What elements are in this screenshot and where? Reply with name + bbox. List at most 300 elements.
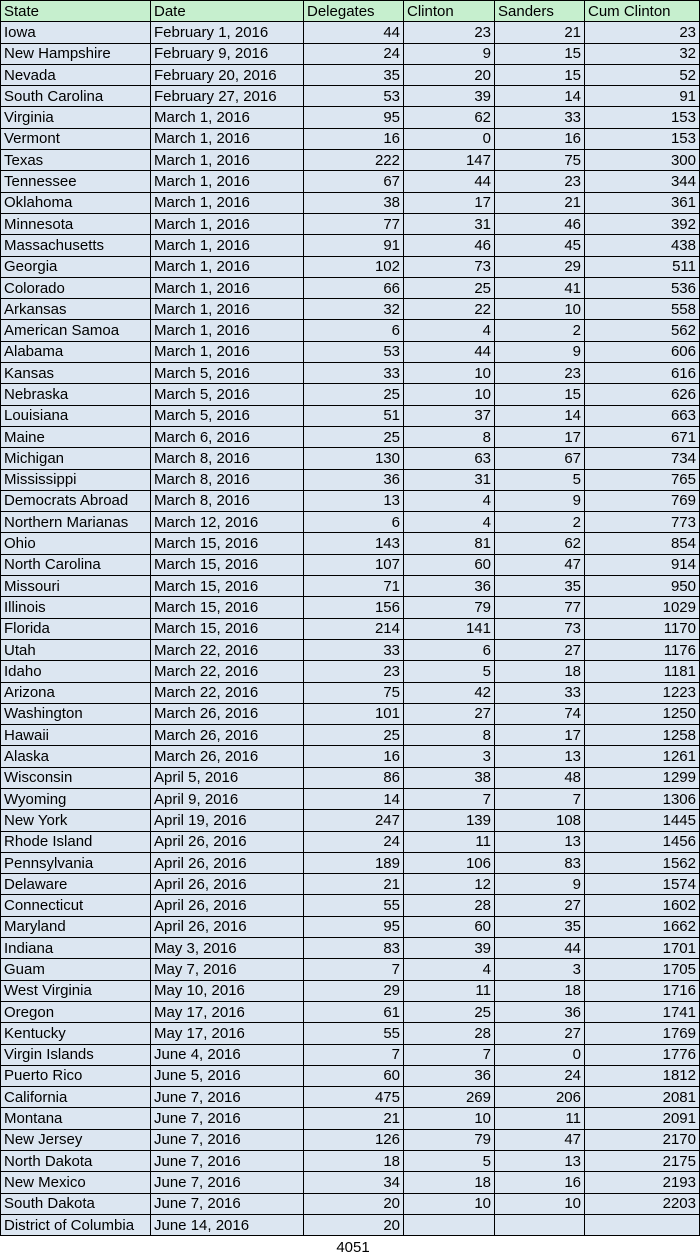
cell-delegates[interactable]: 33 [304, 363, 404, 384]
cell-cum-clinton[interactable]: 1445 [585, 810, 700, 831]
cell-state[interactable]: Alaska [1, 746, 151, 767]
cell-date[interactable]: February 27, 2016 [151, 86, 304, 107]
cell-clinton[interactable]: 4 [404, 490, 495, 511]
cell-date[interactable]: April 26, 2016 [151, 874, 304, 895]
cell-state[interactable]: Oklahoma [1, 192, 151, 213]
cell-clinton[interactable]: 8 [404, 426, 495, 447]
cell-cum-clinton[interactable]: 671 [585, 426, 700, 447]
cell-delegates[interactable]: 25 [304, 426, 404, 447]
cell-clinton[interactable]: 12 [404, 874, 495, 895]
cell-delegates[interactable]: 21 [304, 874, 404, 895]
cell-cum-clinton[interactable]: 438 [585, 235, 700, 256]
cell-delegates[interactable]: 51 [304, 405, 404, 426]
cell-date[interactable]: May 10, 2016 [151, 980, 304, 1001]
cell-delegates[interactable]: 247 [304, 810, 404, 831]
cell-clinton[interactable]: 39 [404, 938, 495, 959]
cell-date[interactable]: March 1, 2016 [151, 213, 304, 234]
cell-date[interactable]: March 5, 2016 [151, 405, 304, 426]
cell-delegates[interactable]: 34 [304, 1172, 404, 1193]
cell-delegates[interactable]: 38 [304, 192, 404, 213]
cell-sanders[interactable]: 10 [495, 299, 585, 320]
cell-clinton[interactable]: 147 [404, 150, 495, 171]
cell-cum-clinton[interactable]: 1306 [585, 788, 700, 809]
cell-date[interactable]: April 5, 2016 [151, 767, 304, 788]
cell-sanders[interactable]: 33 [495, 682, 585, 703]
cell-delegates[interactable]: 222 [304, 150, 404, 171]
cell-sanders[interactable]: 16 [495, 1172, 585, 1193]
cell-clinton[interactable]: 3 [404, 746, 495, 767]
cell-cum-clinton[interactable]: 765 [585, 469, 700, 490]
cell-state[interactable]: Nevada [1, 64, 151, 85]
cell-delegates[interactable]: 14 [304, 788, 404, 809]
cell-clinton[interactable]: 39 [404, 86, 495, 107]
cell-clinton[interactable]: 25 [404, 1001, 495, 1022]
cell-cum-clinton[interactable]: 153 [585, 128, 700, 149]
cell-clinton[interactable]: 8 [404, 725, 495, 746]
cell-clinton[interactable]: 5 [404, 1151, 495, 1172]
cell-delegates[interactable]: 55 [304, 1023, 404, 1044]
cell-cum-clinton[interactable]: 1716 [585, 980, 700, 1001]
cell-sanders[interactable]: 9 [495, 874, 585, 895]
cell-clinton[interactable]: 17 [404, 192, 495, 213]
cell-cum-clinton[interactable]: 1176 [585, 639, 700, 660]
cell-delegates[interactable]: 21 [304, 1108, 404, 1129]
cell-date[interactable]: March 12, 2016 [151, 512, 304, 533]
cell-sanders[interactable]: 73 [495, 618, 585, 639]
cell-date[interactable]: March 22, 2016 [151, 682, 304, 703]
cell-state[interactable]: Georgia [1, 256, 151, 277]
cell-cum-clinton[interactable]: 32 [585, 43, 700, 64]
cell-cum-clinton[interactable]: 1562 [585, 852, 700, 873]
cell-clinton[interactable]: 31 [404, 213, 495, 234]
cell-state[interactable]: Hawaii [1, 725, 151, 746]
cell-state[interactable]: Virginia [1, 107, 151, 128]
cell-sanders[interactable]: 13 [495, 746, 585, 767]
header-clinton[interactable]: Clinton [404, 1, 495, 22]
cell-date[interactable]: March 1, 2016 [151, 256, 304, 277]
cell-sanders[interactable]: 44 [495, 938, 585, 959]
cell-delegates[interactable]: 24 [304, 831, 404, 852]
cell-delegates[interactable]: 156 [304, 597, 404, 618]
cell-delegates[interactable]: 91 [304, 235, 404, 256]
cell-sanders[interactable]: 83 [495, 852, 585, 873]
cell-delegates[interactable]: 16 [304, 128, 404, 149]
cell-cum-clinton[interactable]: 773 [585, 512, 700, 533]
cell-cum-clinton[interactable]: 734 [585, 448, 700, 469]
cell-cum-clinton[interactable]: 2175 [585, 1151, 700, 1172]
cell-sanders[interactable]: 206 [495, 1087, 585, 1108]
cell-cum-clinton[interactable]: 1812 [585, 1065, 700, 1086]
cell-clinton[interactable]: 46 [404, 235, 495, 256]
cell-clinton[interactable]: 11 [404, 980, 495, 1001]
cell-delegates[interactable]: 32 [304, 299, 404, 320]
cell-date[interactable]: June 7, 2016 [151, 1087, 304, 1108]
cell-date[interactable]: March 26, 2016 [151, 746, 304, 767]
cell-state[interactable]: Missouri [1, 576, 151, 597]
cell-sanders[interactable]: 27 [495, 1023, 585, 1044]
cell-date[interactable]: March 8, 2016 [151, 469, 304, 490]
cell-state[interactable]: North Carolina [1, 554, 151, 575]
cell-state[interactable]: Wisconsin [1, 767, 151, 788]
cell-sanders[interactable]: 2 [495, 320, 585, 341]
cell-delegates[interactable]: 25 [304, 725, 404, 746]
cell-clinton[interactable]: 10 [404, 1108, 495, 1129]
cell-clinton[interactable]: 73 [404, 256, 495, 277]
cell-clinton[interactable]: 28 [404, 1023, 495, 1044]
cell-delegates[interactable]: 102 [304, 256, 404, 277]
cell-cum-clinton[interactable]: 1602 [585, 895, 700, 916]
cell-clinton[interactable]: 10 [404, 363, 495, 384]
cell-delegates[interactable]: 95 [304, 107, 404, 128]
cell-date[interactable]: March 1, 2016 [151, 235, 304, 256]
cell-cum-clinton[interactable]: 1574 [585, 874, 700, 895]
cell-sanders[interactable]: 13 [495, 831, 585, 852]
cell-sanders[interactable]: 62 [495, 533, 585, 554]
cell-date[interactable]: March 1, 2016 [151, 341, 304, 362]
cell-cum-clinton[interactable]: 361 [585, 192, 700, 213]
cell-clinton[interactable]: 28 [404, 895, 495, 916]
cell-date[interactable]: March 1, 2016 [151, 128, 304, 149]
cell-state[interactable]: Connecticut [1, 895, 151, 916]
cell-sanders[interactable]: 48 [495, 767, 585, 788]
cell-sanders[interactable]: 9 [495, 490, 585, 511]
cell-clinton[interactable]: 60 [404, 916, 495, 937]
cell-state[interactable]: Florida [1, 618, 151, 639]
cell-cum-clinton[interactable]: 1662 [585, 916, 700, 937]
cell-clinton[interactable]: 79 [404, 597, 495, 618]
cell-date[interactable]: March 1, 2016 [151, 192, 304, 213]
cell-delegates[interactable]: 126 [304, 1129, 404, 1150]
cell-delegates[interactable]: 75 [304, 682, 404, 703]
cell-clinton[interactable]: 62 [404, 107, 495, 128]
cell-date[interactable]: March 26, 2016 [151, 725, 304, 746]
cell-clinton[interactable]: 7 [404, 1044, 495, 1065]
cell-clinton[interactable]: 11 [404, 831, 495, 852]
cell-date[interactable]: March 5, 2016 [151, 384, 304, 405]
cell-date[interactable]: March 1, 2016 [151, 150, 304, 171]
cell-clinton[interactable]: 18 [404, 1172, 495, 1193]
cell-state[interactable]: Ohio [1, 533, 151, 554]
cell-date[interactable]: April 19, 2016 [151, 810, 304, 831]
cell-sanders[interactable]: 15 [495, 64, 585, 85]
cell-sanders[interactable]: 36 [495, 1001, 585, 1022]
cell-state[interactable]: Maine [1, 426, 151, 447]
cell-delegates[interactable]: 13 [304, 490, 404, 511]
cell-cum-clinton[interactable]: 1223 [585, 682, 700, 703]
cell-state[interactable]: Montana [1, 1108, 151, 1129]
cell-date[interactable]: March 1, 2016 [151, 277, 304, 298]
cell-date[interactable]: May 17, 2016 [151, 1023, 304, 1044]
cell-clinton[interactable]: 4 [404, 959, 495, 980]
cell-cum-clinton[interactable]: 536 [585, 277, 700, 298]
cell-sanders[interactable]: 15 [495, 43, 585, 64]
cell-sanders[interactable]: 7 [495, 788, 585, 809]
cell-sanders[interactable]: 29 [495, 256, 585, 277]
cell-delegates[interactable]: 61 [304, 1001, 404, 1022]
cell-date[interactable]: March 22, 2016 [151, 639, 304, 660]
cell-cum-clinton[interactable]: 1029 [585, 597, 700, 618]
cell-state[interactable]: Democrats Abroad [1, 490, 151, 511]
cell-state[interactable]: New Jersey [1, 1129, 151, 1150]
cell-state[interactable]: South Dakota [1, 1193, 151, 1214]
cell-clinton[interactable]: 22 [404, 299, 495, 320]
cell-date[interactable]: June 14, 2016 [151, 1214, 304, 1235]
cell-state[interactable]: Pennsylvania [1, 852, 151, 873]
cell-delegates[interactable]: 86 [304, 767, 404, 788]
cell-cum-clinton[interactable]: 52 [585, 64, 700, 85]
cell-state[interactable]: Guam [1, 959, 151, 980]
cell-delegates[interactable]: 107 [304, 554, 404, 575]
cell-sanders[interactable]: 14 [495, 405, 585, 426]
cell-date[interactable]: April 9, 2016 [151, 788, 304, 809]
cell-state[interactable]: North Dakota [1, 1151, 151, 1172]
cell-delegates[interactable]: 77 [304, 213, 404, 234]
cell-clinton[interactable]: 81 [404, 533, 495, 554]
cell-cum-clinton[interactable]: 1456 [585, 831, 700, 852]
cell-sanders[interactable]: 47 [495, 1129, 585, 1150]
cell-delegates[interactable]: 214 [304, 618, 404, 639]
cell-delegates[interactable]: 130 [304, 448, 404, 469]
cell-delegates[interactable]: 143 [304, 533, 404, 554]
cell-delegates[interactable]: 16 [304, 746, 404, 767]
cell-delegates[interactable]: 7 [304, 959, 404, 980]
cell-cum-clinton[interactable]: 2170 [585, 1129, 700, 1150]
cell-delegates[interactable]: 20 [304, 1193, 404, 1214]
cell-sanders[interactable]: 2 [495, 512, 585, 533]
cell-date[interactable]: February 1, 2016 [151, 22, 304, 43]
cell-state[interactable]: Michigan [1, 448, 151, 469]
cell-date[interactable]: March 15, 2016 [151, 576, 304, 597]
cell-date[interactable]: May 3, 2016 [151, 938, 304, 959]
cell-clinton[interactable]: 20 [404, 64, 495, 85]
cell-cum-clinton[interactable]: 23 [585, 22, 700, 43]
cell-date[interactable]: March 5, 2016 [151, 363, 304, 384]
cell-state[interactable]: South Carolina [1, 86, 151, 107]
cell-state[interactable]: Arizona [1, 682, 151, 703]
header-cum-clinton[interactable]: Cum Clinton [585, 1, 700, 22]
header-state[interactable]: State [1, 1, 151, 22]
cell-sanders[interactable]: 17 [495, 725, 585, 746]
header-delegates[interactable]: Delegates [304, 1, 404, 22]
cell-cum-clinton[interactable]: 1705 [585, 959, 700, 980]
cell-delegates[interactable]: 20 [304, 1214, 404, 1235]
cell-clinton[interactable]: 38 [404, 767, 495, 788]
cell-state[interactable]: Idaho [1, 661, 151, 682]
cell-state[interactable]: American Samoa [1, 320, 151, 341]
cell-sanders[interactable]: 47 [495, 554, 585, 575]
cell-sanders[interactable]: 11 [495, 1108, 585, 1129]
cell-state[interactable]: Tennessee [1, 171, 151, 192]
cell-clinton[interactable]: 9 [404, 43, 495, 64]
cell-date[interactable]: June 7, 2016 [151, 1151, 304, 1172]
cell-delegates[interactable]: 67 [304, 171, 404, 192]
cell-cum-clinton[interactable]: 950 [585, 576, 700, 597]
cell-delegates[interactable]: 29 [304, 980, 404, 1001]
cell-date[interactable]: March 8, 2016 [151, 490, 304, 511]
cell-sanders[interactable]: 27 [495, 895, 585, 916]
cell-date[interactable]: March 1, 2016 [151, 107, 304, 128]
cell-sanders[interactable]: 17 [495, 426, 585, 447]
cell-sanders[interactable]: 14 [495, 86, 585, 107]
cell-delegates[interactable]: 35 [304, 64, 404, 85]
cell-state[interactable]: Indiana [1, 938, 151, 959]
cell-date[interactable]: March 6, 2016 [151, 426, 304, 447]
cell-delegates[interactable]: 475 [304, 1087, 404, 1108]
cell-date[interactable]: March 1, 2016 [151, 299, 304, 320]
cell-delegates[interactable]: 24 [304, 43, 404, 64]
cell-sanders[interactable]: 74 [495, 703, 585, 724]
cell-cum-clinton[interactable]: 91 [585, 86, 700, 107]
cell-date[interactable]: April 26, 2016 [151, 895, 304, 916]
cell-state[interactable]: New Hampshire [1, 43, 151, 64]
cell-date[interactable]: June 7, 2016 [151, 1129, 304, 1150]
cell-cum-clinton[interactable]: 300 [585, 150, 700, 171]
cell-sanders[interactable]: 35 [495, 916, 585, 937]
cell-sanders[interactable]: 45 [495, 235, 585, 256]
cell-sanders[interactable]: 9 [495, 341, 585, 362]
cell-date[interactable]: May 7, 2016 [151, 959, 304, 980]
cell-state[interactable]: Utah [1, 639, 151, 660]
cell-delegates[interactable]: 53 [304, 341, 404, 362]
cell-state[interactable]: West Virginia [1, 980, 151, 1001]
cell-cum-clinton[interactable]: 1769 [585, 1023, 700, 1044]
cell-date[interactable]: March 22, 2016 [151, 661, 304, 682]
cell-state[interactable]: Arkansas [1, 299, 151, 320]
cell-cum-clinton[interactable]: 392 [585, 213, 700, 234]
cell-state[interactable]: Minnesota [1, 213, 151, 234]
cell-sanders[interactable]: 23 [495, 171, 585, 192]
cell-cum-clinton[interactable]: 1299 [585, 767, 700, 788]
cell-date[interactable]: April 26, 2016 [151, 831, 304, 852]
cell-cum-clinton[interactable]: 914 [585, 554, 700, 575]
cell-sanders[interactable] [495, 1214, 585, 1235]
cell-date[interactable]: March 15, 2016 [151, 618, 304, 639]
cell-state[interactable]: Louisiana [1, 405, 151, 426]
cell-state[interactable]: Mississippi [1, 469, 151, 490]
cell-sanders[interactable]: 16 [495, 128, 585, 149]
cell-date[interactable]: June 7, 2016 [151, 1108, 304, 1129]
cell-delegates[interactable]: 189 [304, 852, 404, 873]
cell-state[interactable]: Kentucky [1, 1023, 151, 1044]
cell-clinton[interactable]: 44 [404, 171, 495, 192]
cell-cum-clinton[interactable]: 1776 [585, 1044, 700, 1065]
cell-state[interactable]: Oregon [1, 1001, 151, 1022]
cell-state[interactable]: Colorado [1, 277, 151, 298]
cell-cum-clinton[interactable]: 1250 [585, 703, 700, 724]
cell-state[interactable]: Maryland [1, 916, 151, 937]
cell-sanders[interactable]: 24 [495, 1065, 585, 1086]
cell-state[interactable]: Delaware [1, 874, 151, 895]
cell-delegates[interactable]: 44 [304, 22, 404, 43]
cell-cum-clinton[interactable]: 1181 [585, 661, 700, 682]
cell-clinton[interactable]: 42 [404, 682, 495, 703]
cell-sanders[interactable]: 46 [495, 213, 585, 234]
header-sanders[interactable]: Sanders [495, 1, 585, 22]
cell-sanders[interactable]: 75 [495, 150, 585, 171]
cell-state[interactable]: Northern Marianas [1, 512, 151, 533]
cell-sanders[interactable]: 18 [495, 980, 585, 1001]
cell-cum-clinton[interactable]: 511 [585, 256, 700, 277]
cell-date[interactable]: March 15, 2016 [151, 597, 304, 618]
cell-state[interactable]: Puerto Rico [1, 1065, 151, 1086]
cell-clinton[interactable]: 10 [404, 1193, 495, 1214]
cell-delegates[interactable]: 33 [304, 639, 404, 660]
cell-delegates[interactable]: 7 [304, 1044, 404, 1065]
cell-sanders[interactable]: 33 [495, 107, 585, 128]
cell-state[interactable]: Rhode Island [1, 831, 151, 852]
cell-state[interactable]: Wyoming [1, 788, 151, 809]
cell-clinton[interactable]: 4 [404, 512, 495, 533]
cell-clinton[interactable]: 63 [404, 448, 495, 469]
cell-date[interactable]: March 15, 2016 [151, 533, 304, 554]
cell-sanders[interactable]: 5 [495, 469, 585, 490]
cell-cum-clinton[interactable]: 606 [585, 341, 700, 362]
cell-cum-clinton[interactable]: 769 [585, 490, 700, 511]
cell-sanders[interactable]: 13 [495, 1151, 585, 1172]
cell-state[interactable]: Iowa [1, 22, 151, 43]
cell-cum-clinton[interactable]: 1261 [585, 746, 700, 767]
cell-clinton[interactable]: 10 [404, 384, 495, 405]
cell-state[interactable]: Alabama [1, 341, 151, 362]
cell-delegates[interactable]: 6 [304, 512, 404, 533]
cell-sanders[interactable]: 21 [495, 192, 585, 213]
cell-clinton[interactable]: 106 [404, 852, 495, 873]
cell-cum-clinton[interactable]: 344 [585, 171, 700, 192]
cell-date[interactable]: April 26, 2016 [151, 916, 304, 937]
cell-clinton[interactable]: 7 [404, 788, 495, 809]
cell-clinton[interactable]: 5 [404, 661, 495, 682]
cell-state[interactable]: Virgin Islands [1, 1044, 151, 1065]
cell-clinton[interactable]: 141 [404, 618, 495, 639]
cell-state[interactable]: Illinois [1, 597, 151, 618]
cell-state[interactable]: Kansas [1, 363, 151, 384]
cell-cum-clinton[interactable]: 2203 [585, 1193, 700, 1214]
cell-clinton[interactable]: 27 [404, 703, 495, 724]
cell-delegates[interactable]: 6 [304, 320, 404, 341]
cell-state[interactable]: California [1, 1087, 151, 1108]
cell-date[interactable]: March 15, 2016 [151, 554, 304, 575]
cell-delegates[interactable]: 83 [304, 938, 404, 959]
cell-clinton[interactable]: 6 [404, 639, 495, 660]
cell-sanders[interactable]: 35 [495, 576, 585, 597]
cell-delegates[interactable]: 36 [304, 469, 404, 490]
cell-sanders[interactable]: 41 [495, 277, 585, 298]
cell-state[interactable]: Washington [1, 703, 151, 724]
cell-date[interactable]: March 1, 2016 [151, 171, 304, 192]
cell-sanders[interactable]: 15 [495, 384, 585, 405]
cell-date[interactable]: June 7, 2016 [151, 1193, 304, 1214]
cell-delegates[interactable]: 101 [304, 703, 404, 724]
cell-delegates[interactable]: 25 [304, 384, 404, 405]
cell-state[interactable]: New Mexico [1, 1172, 151, 1193]
cell-cum-clinton[interactable]: 2193 [585, 1172, 700, 1193]
cell-cum-clinton[interactable]: 558 [585, 299, 700, 320]
cell-cum-clinton[interactable]: 1170 [585, 618, 700, 639]
cell-cum-clinton[interactable]: 663 [585, 405, 700, 426]
cell-clinton[interactable]: 37 [404, 405, 495, 426]
cell-clinton[interactable]: 139 [404, 810, 495, 831]
cell-cum-clinton[interactable]: 626 [585, 384, 700, 405]
cell-date[interactable]: June 5, 2016 [151, 1065, 304, 1086]
cell-clinton[interactable]: 31 [404, 469, 495, 490]
cell-date[interactable]: February 9, 2016 [151, 43, 304, 64]
cell-clinton[interactable]: 44 [404, 341, 495, 362]
cell-clinton[interactable]: 36 [404, 1065, 495, 1086]
cell-cum-clinton[interactable]: 2091 [585, 1108, 700, 1129]
cell-clinton[interactable]: 0 [404, 128, 495, 149]
cell-sanders[interactable]: 3 [495, 959, 585, 980]
cell-clinton[interactable]: 23 [404, 22, 495, 43]
